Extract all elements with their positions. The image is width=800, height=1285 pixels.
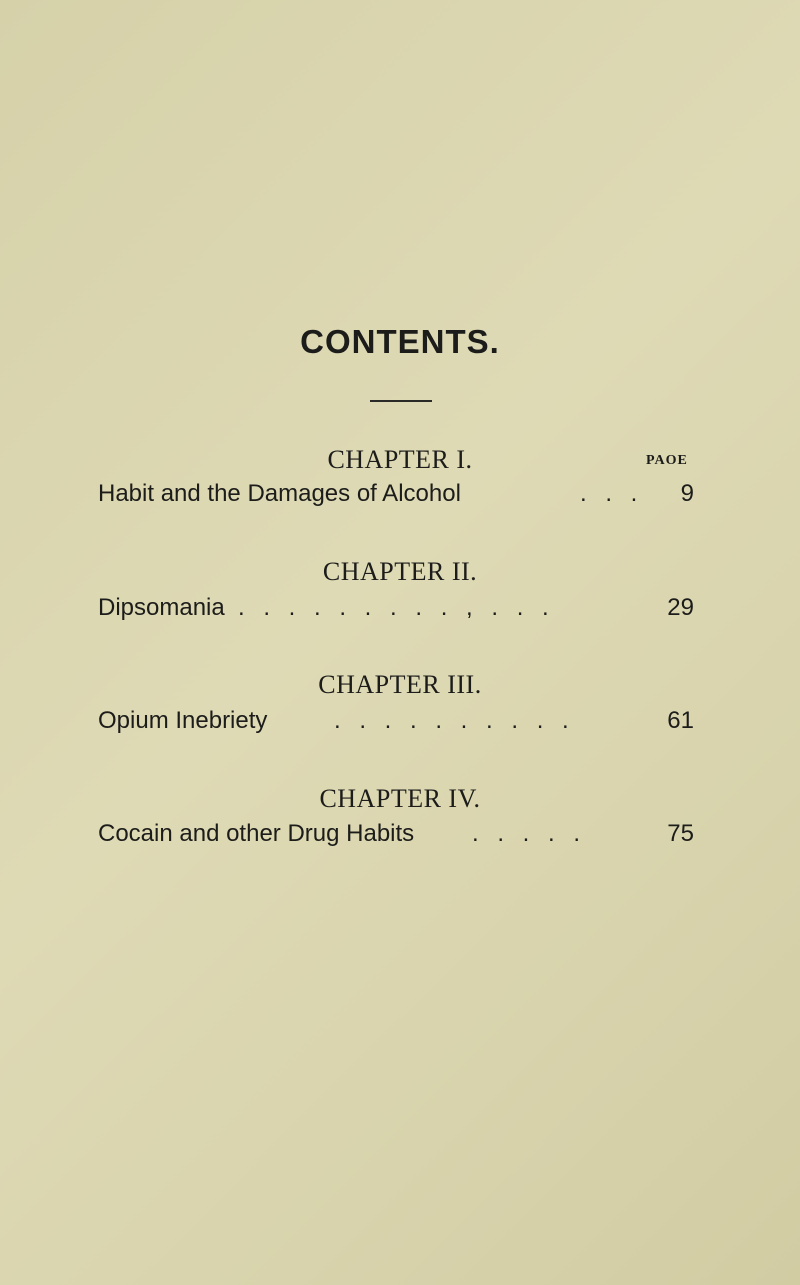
toc-entry-3	[98, 705, 694, 737]
toc-entry-leader: . . .	[580, 480, 644, 507]
toc-entry-title: Cocain and other Drug Habits	[98, 820, 415, 847]
chapter-heading-3: CHAPTER III.	[318, 670, 482, 699]
toc-entry-page: 61	[667, 707, 694, 734]
page-column-label: PAOE	[646, 453, 688, 468]
toc-entry-leader: . . . . .	[472, 820, 587, 847]
title-rule	[370, 400, 432, 402]
toc-entry-leader: . . . . . . . . . , . . .	[238, 594, 555, 621]
toc-entry-2	[98, 592, 694, 624]
toc-entry-page: 29	[667, 594, 694, 621]
toc-entry-leader: . . . . . . . . . .	[334, 707, 575, 734]
chapter-heading-2: CHAPTER II.	[322, 557, 478, 586]
toc-entry-title: Habit and the Damages of Alcohol	[98, 480, 461, 507]
chapter-heading-1: CHAPTER I.	[327, 445, 473, 474]
toc-entry-page: 75	[667, 820, 694, 847]
toc-entry-4	[98, 818, 694, 850]
toc-entry-title: Opium Inebriety	[98, 707, 268, 734]
toc-entry-title: Dipsomania	[98, 594, 225, 621]
contents-title: CONTENTS.	[300, 323, 500, 360]
chapter-heading-4: CHAPTER IV.	[319, 784, 481, 813]
toc-entry-1	[98, 478, 694, 510]
toc-entry-page: 9	[680, 480, 694, 507]
